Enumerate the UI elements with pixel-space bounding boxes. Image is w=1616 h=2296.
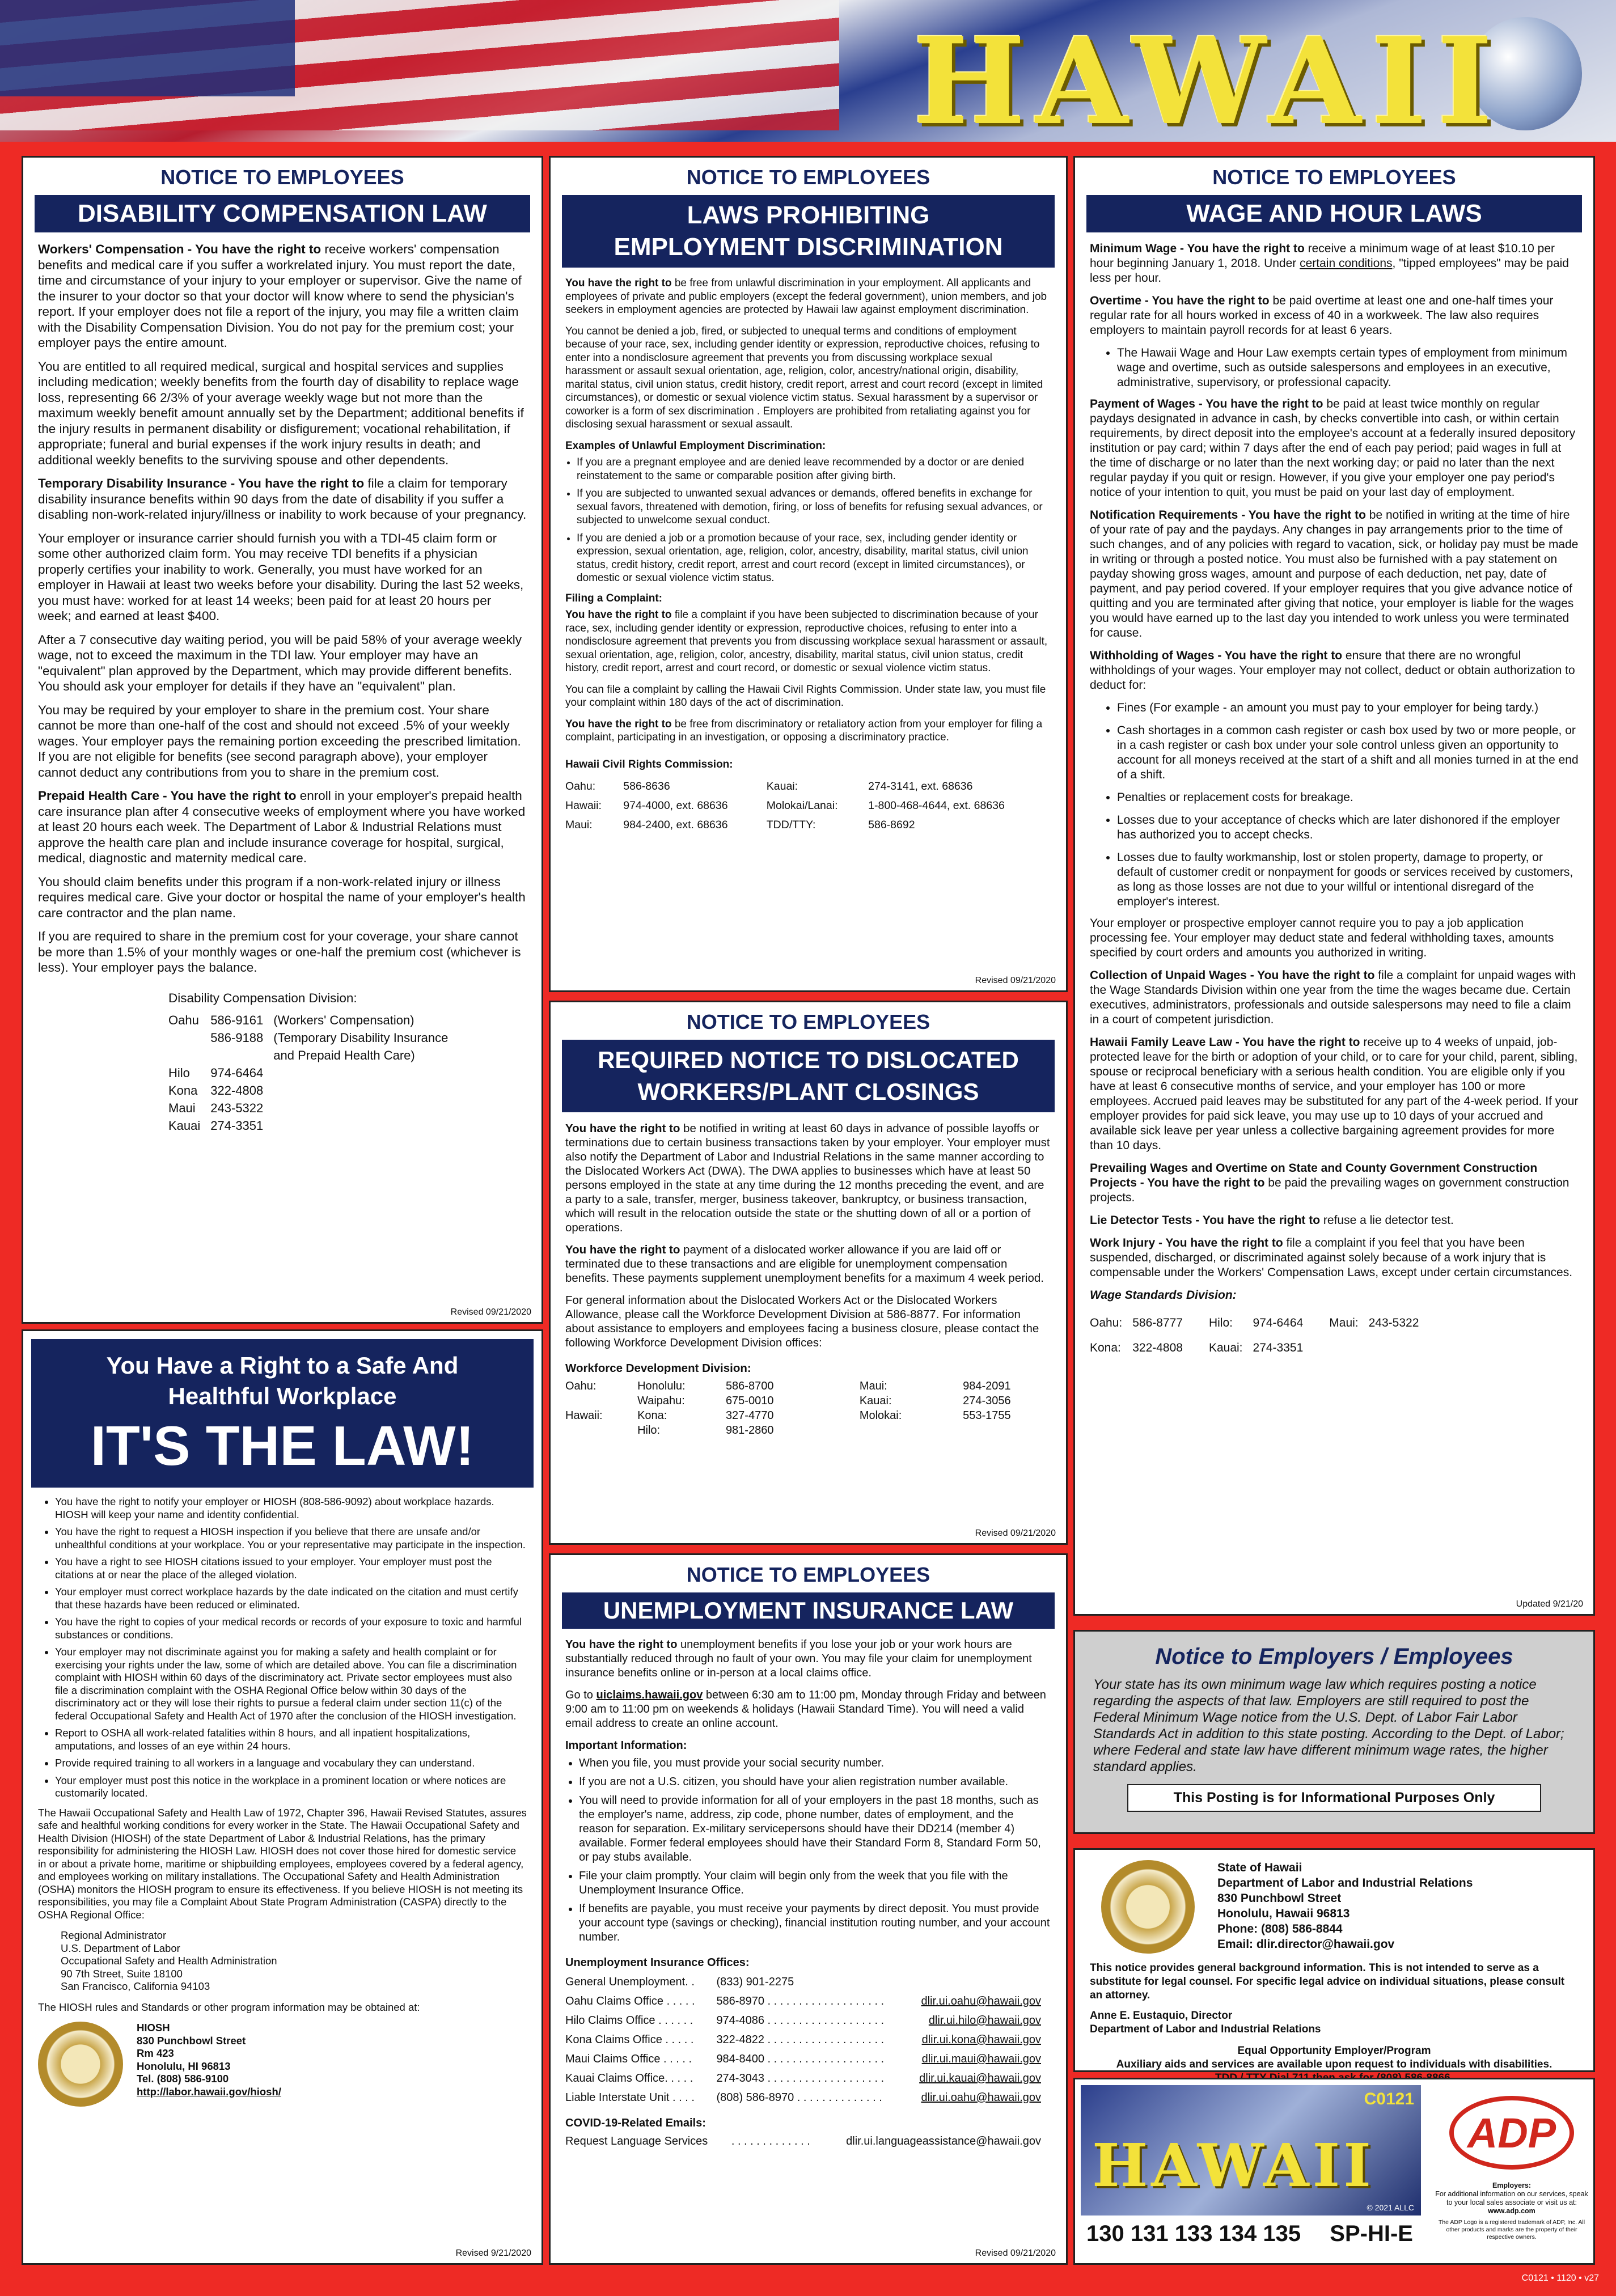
lead-text: You have the right to (565, 277, 672, 289)
office-name: TDD/TTY: (766, 819, 816, 831)
contact-line: Tel. (808) 586-9100 (137, 2073, 229, 2085)
subheading: Filing a Complaint: (565, 592, 662, 604)
notice-employers-box (1073, 1630, 1595, 1834)
office-phone: 586-8636 (623, 780, 670, 793)
title-line: EMPLOYMENT DISCRIMINATION (614, 233, 1003, 261)
office-name: Kona Claims Office . . . . . (565, 2034, 694, 2046)
exemption-item: • The Hawaii Wage and Hour Law exempts certain types of employment from minimum wage and overtime, such as outside salespersons and employees in an executive, administrative, supervisory, or professional capacity. (1117, 346, 1579, 390)
lead-text: You have the right to (565, 609, 672, 621)
title-line: REQUIRED NOTICE TO DISLOCATED (598, 1047, 1019, 1073)
lead-text: Collection of Unpaid Wages - You have the right to (1090, 969, 1375, 982)
lead-text: Minimum Wage - You have the right to (1090, 242, 1305, 255)
office-phone: 243-5322 (1368, 1316, 1419, 1329)
conditions-link[interactable]: certain conditions (1300, 257, 1393, 270)
section-title (562, 1040, 1055, 1112)
office-name: Molokai: (859, 1409, 902, 1422)
paragraph: be free from unlawful discrimination in your employment. All applicants and employees of private and public employers (except the federal government), union members, and job seekers in employment agencies are protected by Hawaii law against employment discrimination. (565, 277, 1047, 316)
contact-line: Department of Labor and Industrial Relations (1217, 1876, 1473, 1890)
division-title: Workforce Development Division: (565, 1362, 751, 1375)
office-name: Oahu Claims Office . . . . . (565, 1995, 695, 2007)
trademark-note: The ADP Logo is a registered trademark of ADP, Inc. All other products and marks are the property of their respective owners. (1438, 2219, 1585, 2240)
revised-date: Revised 09/21/2020 (450, 1307, 531, 1317)
section-title: DISABILITY COMPENSATION LAW (35, 195, 530, 232)
office-phone: 553-1755 (963, 1409, 1011, 1422)
right-item: • You have the right to copies of your medical records or records of your exposure to toxic and harmful substances or conditions. (55, 1616, 527, 1641)
title-line: LAWS PROHIBITING (687, 201, 930, 229)
department-name: Department of Labor and Industrial Relations (1090, 2023, 1321, 2035)
office-name: Waipahu: (637, 1395, 685, 1407)
flag-canton (0, 0, 295, 96)
subheading: COVID-19-Related Emails: (565, 2117, 706, 2129)
office-phone: 984-2091 (963, 1380, 1011, 1392)
office-name (814, 1423, 963, 1438)
office-name: Kauai Claims Office. . . . . (565, 2072, 693, 2085)
right-item: • Your employer must correct workplace hazards by the date indicated on the citation and must certify that these hazards have been reduced or eliminated. (55, 1586, 527, 1611)
office-name: Hilo: (637, 1424, 661, 1437)
paragraph: file a claim for temporary disability insurance benefits within 90 days from the date of disability if you suffer a disabling non-work-related injury/illness or inability to work because of your pregnancy. (38, 476, 527, 522)
division-title: Wage Standards Division: (1090, 1289, 1237, 1302)
paragraph: You should claim benefits under this program if a non-work-related injury or illness requires medical care. Give your doctor or hospital the name of your employer's health care contractor and the plan name. (38, 874, 526, 920)
withholding-item: • Losses due to your acceptance of checks which are later dishonored if the employer has authorized you to accept checks. (1117, 813, 1579, 842)
eeo-line: Equal Opportunity Employer/Program (1237, 2045, 1431, 2057)
dot-leader: . . . . . . . . . . . . . (731, 2135, 810, 2147)
paragraph: , "tipped employees" may be paid less per hour. (1090, 257, 1569, 285)
office-name: Oahu (168, 1013, 199, 1027)
office-name: Liable Interstate Unit . . . . (565, 2091, 695, 2104)
lead-text: Temporary Disability Insurance - You have the right to (38, 476, 365, 490)
office-email[interactable]: dlir.ui.kona@hawaii.gov (921, 2034, 1041, 2046)
office-phone: 322-4808 (210, 1083, 264, 1098)
contact-line: Rm 423 (137, 2047, 174, 2059)
address-line: San Francisco, California 94103 (61, 1980, 210, 1992)
office-phone: 984-2400, ext. 68636 (623, 819, 728, 831)
lead-text: Workers' Compensation - You have the right to (38, 242, 321, 256)
contact-line: 830 Punchbowl Street (137, 2034, 246, 2047)
paragraph: Your employer or insurance carrier should furnish you with a TDI-45 claim form or some other authorized claim form. You may receive TDI benefits if a physician properly certifies your inability to work. Generally, you must have worked for an employer in Hawaii at least two weeks before your disability. During the last 52 weeks, you must have: worked for at least 14 weeks; been paid for at least 20 hours per week; and earned at least $400. (38, 531, 524, 623)
office-name: Oahu: (1090, 1316, 1123, 1329)
lead-text: Overtime - You have the right to (1090, 294, 1270, 307)
office-phone: 586-9161 (210, 1013, 264, 1027)
footer-numbers (1086, 2221, 1413, 2247)
island-name (565, 1423, 637, 1438)
hiosh-slogan: IT'S THE LAW! (90, 1414, 475, 1477)
state-title: HAWAII (913, 11, 1503, 151)
right-item: • You have a right to see HIOSH citations issued to your employer. Your employer must post the citations at or near the place of the alleged violation. (55, 1556, 527, 1581)
office-phone (963, 1423, 1051, 1438)
office-name: Maui: (1329, 1316, 1359, 1329)
service-email[interactable]: dlir.ui.languageassistance@hawaii.gov (846, 2135, 1041, 2147)
paragraph: be free from discriminatory or retaliatory action from your employer for filing a complaint, participating in an investigation, or opposing a discriminatory practice. (565, 718, 1043, 743)
division-title: Disability Compensation Division: (168, 990, 357, 1005)
paragraph: be paid the prevailing wages on government construction projects. (1090, 1176, 1570, 1204)
office-name: Maui Claims Office . . . . . (565, 2053, 692, 2065)
employment-discrimination-notice (549, 156, 1068, 992)
notice-heading: NOTICE TO EMPLOYEES (686, 1563, 930, 1586)
footer-state-title: HAWAII (1092, 2130, 1374, 2200)
poster-code: C0121 (1364, 2090, 1414, 2108)
info-item: • You will need to provide information for all of your employers in the past 18 months, such as the employer's name, address, zip code, phone number, dates of employment, and the reason for separation. Ex-military servicepersons should have their DD214 (member 4) available. Former federal employees should have their Standard Form 8, Standard Form 50, or pay stubs available. (579, 1794, 1051, 1865)
notice-heading: NOTICE TO EMPLOYEES (1212, 166, 1456, 189)
office-note (273, 1082, 477, 1099)
right-item: • You have the right to notify your employer or HIOSH (808-586-9092) about workplace hazards. HIOSH will keep your name and identity confidential. (55, 1496, 527, 1521)
commission-title: Hawaii Civil Rights Commission: (565, 758, 733, 770)
right-item: • Your employer may not discriminate against you for making a safety and health complaint or for exercising your rights under the law, some of which are detailed above. You can file a discrimination complaint with HIOSH within 60 days of the discriminatory act. Private sector employees must also file a discrimination complaint with the OSHA Regional Office below within 30 days of the discriminatory act or they will lose their rights to pursue a federal claim under section 11(c) of the federal Occupational Safety and Health Act of 1970 after the conclusion of the HIOSH investigation. (55, 1646, 527, 1722)
osha-address (61, 1929, 527, 1993)
state-contact (1217, 1860, 1473, 1954)
office-phone: 586-8700 (725, 1380, 774, 1392)
office-note (273, 1064, 477, 1082)
lead-text: Prepaid Health Care - You have the right to (38, 789, 297, 803)
lead-text: You have the right to (565, 1122, 680, 1135)
employers-label: Employers: (1492, 2181, 1532, 2189)
poster-sku: SP-HI-E (1330, 2221, 1413, 2246)
office-name: Maui: (859, 1380, 887, 1392)
office-name: Hilo (168, 1066, 190, 1080)
office-name: General Unemployment. . (565, 1976, 695, 1988)
lead-text: You have the right to (565, 1243, 680, 1256)
office-name: Kauai (168, 1119, 201, 1133)
office-name: Molokai/Lanai: (766, 799, 838, 812)
office-phone: 974-6464 (210, 1066, 264, 1080)
lead-text: You have the right to (565, 718, 672, 730)
footer-banner (1081, 2085, 1421, 2215)
address-line: Occupational Safety and Health Administration (61, 1955, 277, 1967)
office-phone (1369, 1336, 1429, 1361)
address-line: Regional Administrator (61, 1929, 167, 1941)
service-name: Request Language Services (565, 2135, 708, 2147)
office-phone: 586-8692 (868, 819, 915, 831)
section-title (562, 195, 1055, 268)
paragraph: refuse a lie detector test. (1320, 1214, 1454, 1227)
hiosh-title: You Have a Right to a Safe And Healthful Workplace (106, 1352, 459, 1409)
info-item: • When you file, you must provide your social security number. (579, 1756, 1051, 1770)
office-phone: 274-3351 (1253, 1341, 1304, 1354)
paragraph: receive workers' compensation benefits and medical care if you suffer a workrelated injury. You must report the date, time and circumstance of your injury to your employer or supervisor. Give the name of the insurer to your doctor so that your doctor will know where to send the physician's report. If your employer does not file a report of the injury, you may file a written claim with the Disability Compensation Division. You do not pay for the premium cost; your employer pays the entire amount. (38, 242, 522, 350)
office-name: Kauai: (859, 1395, 892, 1407)
lead-text: Lie Detector Tests - You have the right to (1090, 1214, 1321, 1227)
info-item: • File your claim promptly. Your claim will begin only from the week that you file with the Unemployment Insurance Office. (579, 1869, 1051, 1897)
contact-line: Honolulu, HI 96813 (137, 2060, 231, 2072)
office-note (273, 1117, 477, 1134)
director-name: Anne E. Eustaquio, Director (1090, 2010, 1233, 2022)
paragraph: Your employer or prospective employer cannot require you to pay a job application processing fee. Your employer may deduct state and federal withholding taxes, amounts specified by court orders and amounts you authorized in writing. (1090, 917, 1554, 959)
office-name: Maui (168, 1101, 196, 1115)
office-phone: 322-4822 . . . . . . . . . . . . . . . . . . . (716, 2034, 885, 2046)
paragraph: After a 7 consecutive day waiting period, you will be paid 58% of your average weekly wage, not to exceed the maximum in the TDI law. Your employer may have an "equivalent" plan approved by the Department, which may provide different benefits. You should ask your employer for details if they have an "equivalent" plan. (38, 632, 522, 693)
info-item: • If benefits are payable, you must receive your payments by direct deposit. You must provide your account type (savings or checking), financial institution routing number, and your account number. (579, 1902, 1051, 1945)
notice-heading: NOTICE TO EMPLOYEES (686, 1010, 930, 1033)
paragraph: If you are required to share in the premium cost for your coverage, your share cannot be more than 1.5% of your monthly wages or one-half the premium cost (whichever is less). Your employer pays the balance. (38, 929, 521, 975)
office-phone: 586-8777 (1132, 1316, 1183, 1329)
paragraph: Go to (565, 1689, 597, 1701)
island-name (565, 1393, 637, 1408)
unemployment-insurance-notice (549, 1553, 1068, 2265)
paragraph: unemployment benefits if you lose your job or your work hours are substantially reduced through no fault of your own. You may file your claim for unemployment insurance benefits online or in-person at a local claims office. (565, 1638, 1032, 1679)
office-phone: 274-3056 (963, 1395, 1011, 1407)
division-contacts (168, 990, 527, 1135)
office-name: Hilo Claims Office . . . . . . (565, 2014, 693, 2027)
office-email[interactable]: dlir.ui.oahu@hawaii.gov (921, 2091, 1041, 2104)
poster-numbers: 130 131 133 134 135 (1086, 2221, 1301, 2246)
revised-date: Revised 09/21/2020 (975, 2248, 1056, 2258)
paragraph: receive up to 4 weeks of unpaid, job-protected leave for the birth or adoption of your child, or to care for your child, parent, sibling, spouse or reciprocal beneficiary with a serious health condition. You are eligible only if you have at least 6 consecutive months of service, and your employer has 100 or more employees. Accrued paid leaves may be substituted for any part of the 4-week period. If your employer provides for paid sick leave, you may use up to 10 days of your accrued and available sick leave per year unless a collective bargaining agreement provides for more than 10 days. (1090, 1036, 1579, 1152)
office-name: Hawaii: (565, 799, 602, 812)
subheading: Unemployment Insurance Offices: (565, 1956, 750, 1969)
office-name: Kauai: (1208, 1341, 1243, 1354)
paragraph: be notified in writing at the time of hire of your rate of pay and the paydays. Any changes in pay arrangements prior to the time of such changes, and of any policies with regard to vacation, sick, or holiday pay must be made in writing or through a posted notice. You must also be furnished with a pay statement on payday showing gross wages, amount and purpose of each deduction, net pay, date of payment, and pay period covered. If your employer requires that you give advance notice of quitting and you are terminated after giving that notice, your employer is liable for the wages you would have earned up to the last day you intended to work unless you were terminated for cause. (1090, 509, 1579, 639)
state-seal-icon (38, 2022, 123, 2107)
withholding-item: • Losses due to faulty workmanship, lost or stolen property, damage to property, or default of customer credit or nonpayment for goods or services received by customers, as long as those losses are not due to your willful or intentional disregard of the employer's interest. (1117, 850, 1579, 909)
office-name: Kona (168, 1083, 198, 1098)
office-email[interactable]: dlir.ui.hilo@hawaii.gov (928, 2014, 1041, 2027)
office-phone: 1-800-468-4644, ext. 68636 (868, 799, 1005, 812)
lead-text: Withholding of Wages - You have the right to (1090, 649, 1343, 662)
example-item: • If you are denied a job or a promotion because of your race, sex, including gender identity or expression, sexual orientation, age, religion, color, ancestry, disability, marital status, civil union status, credit history, credit report, arrest and court record (except in limited circumstances), or domestic or sexual violence victim status. (577, 532, 1051, 585)
contact-line: Phone: (808) 586-8844 (1217, 1922, 1343, 1935)
eeo-line: Auxiliary aids and services are available upon request to individuals with disabilities. (1116, 2058, 1552, 2070)
office-phone: 274-3351 (210, 1119, 264, 1133)
paragraph: ensure that there are no wrongful withholdings of your wages. Your employer may not collect, deduct or obtain authorization to deduct for: (1090, 649, 1575, 692)
office-phone: 586-8970 . . . . . . . . . . . . . . . . . . . (716, 1995, 885, 2007)
wage-hour-notice (1073, 156, 1595, 1616)
title-line: WORKERS/PLANT CLOSINGS (637, 1078, 979, 1105)
paragraph: For general information about the Dislocated Workers Act or the Dislocated Workers Allowance, please call the Workforce Development Division at 586-8877. For information about assistance to employers and employees facing a business closure, please contact the following Workforce Development Division offices: (565, 1294, 1039, 1349)
paragraph: The Hawaii Occupational Safety and Health Law of 1972, Chapter 396, Hawaii Revised Statutes, assures safe and healthful working conditions for every worker in the State. The Hawaii Occupational Safety and Health Division (HIOSH) of the state Department of Labor & Industrial Relations, has the primary responsibility for administering the HIOSH Law. HIOSH does not cover those hired for domestic service in or about a private home, maritime or shipbuilding employees, employees covered by a federal agency, and employees working on military installations. The Occupational Safety and Health Administration (OSHA) monitors the HIOSH program to ensure its effectiveness. If you believe HIOSH is not meeting its responsibilities, you may file a Complaint About State Program Administration (CASPA) directly to the OSHA Regional Office: (38, 1806, 527, 1921)
contact-line: HIOSH (137, 2022, 170, 2034)
paragraph: The HIOSH rules and Standards or other program information may be obtained at: (38, 2001, 420, 2013)
office-phone: 274-3141, ext. 68636 (868, 780, 973, 793)
updated-date: Updated 9/21/20 (1516, 1599, 1583, 1609)
office-email[interactable]: dlir.ui.maui@hawaii.gov (921, 2053, 1041, 2065)
office-phone: 974-6464 (1253, 1316, 1304, 1329)
contact-line: Honolulu, Hawaii 96813 (1217, 1907, 1350, 1920)
hiosh-link[interactable]: http://labor.hawaii.gov/hiosh/ (137, 2085, 281, 2098)
right-item: • Provide required training to all workers in a language and vocabulary they can understand. (55, 1757, 527, 1770)
lead-text: Hawaii Family Leave Law - You have the right to (1090, 1036, 1360, 1049)
office-name: Kauai: (766, 780, 798, 793)
withholding-item: • Fines (For example - an amount you must pay to your employer for being tardy.) (1117, 701, 1579, 715)
lead-text: Payment of Wages - You have the right to (1090, 397, 1323, 410)
footer-box (1073, 2078, 1595, 2265)
example-item: • If you are a pregnant employee and are denied leave recommended by a doctor or are denied reinstatement to the same or comparable position after giving birth. (577, 456, 1051, 482)
notice-title: Notice to Employers / Employees (1155, 1644, 1513, 1669)
island-name: Oahu: (565, 1380, 597, 1392)
revised-date: Revised 09/21/2020 (975, 1528, 1056, 1538)
paragraph: file a complaint for unpaid wages with the Wage Standards Division within one year from the time the wages became due. Certain executives, administrators, professionals and outside salespersons may need to file a claim in a court of competent jurisdiction. (1090, 969, 1576, 1026)
paragraph: You may be required by your employer to share in the premium cost. Your share cannot be more than one-half of the cost and should not exceed .5% of your weekly wages. Your employer pays the remaining portion exceeding the prescribed limitation. If you are not eligible for benefits (see second paragraph above), your employer cannot deduct any contributions from you to share in the premium cost. (38, 702, 521, 780)
notice-text: Your state has its own minimum wage law which requires posting a notice regarding the aspects of that law. Employers are still required to post the Federal Minimum Wage notice from the U.S. Dept. of Labor Fair Labor Standards Act in addition to this state posting. According to the Dept. of Labor; where Federal and state law have different minimum wage rates, the higher standard applies. (1093, 1677, 1564, 1774)
notice-heading: NOTICE TO EMPLOYEES (686, 166, 930, 189)
lead-text: Notification Requirements - You have the right to (1090, 509, 1366, 522)
contact-line: State of Hawaii (1217, 1861, 1302, 1874)
paragraph: enroll in your employer's prepaid health care insurance plan after 4 consecutive weeks of employment where you have worked at least 20 hours each week. The Department of Labor & Industrial Relations must approve the health care plan and include insurance coverage for hospital, surgical, medical, diagnostic and maternity medical care. (38, 789, 526, 865)
office-name (1329, 1336, 1368, 1361)
office-note: (Temporary Disability Insurance and Prepaid Health Care) (273, 1031, 449, 1062)
paragraph: receive a minimum wage of at least $10.10 per hour beginning January 1, 2018. Under (1090, 242, 1555, 270)
paragraph: payment of a dislocated worker allowance if you are laid off or terminated due to these transactions and are eligible for unemployment compensation benefits. These payments supplement unemployment benefits for a maximum 4 week period. (565, 1243, 1044, 1285)
office-phone: (833) 901-2275 (716, 1976, 794, 1988)
office-email[interactable]: dlir.ui.kauai@hawaii.gov (919, 2072, 1041, 2085)
office-note (273, 1099, 477, 1117)
disability-compensation-notice (22, 156, 543, 1324)
office-name: Honolulu: (637, 1380, 686, 1392)
address-line: U.S. Department of Labor (61, 1942, 180, 1954)
paragraph: file a complaint if you have been subjected to discrimination because of your race, sex, including gender identity or expression, reproductive choices, refusing to enter into a nondisclosure agreement that prevents you from discussing workplace sexual harassment or assault, sexual orientation, age, religion, color, ancestry, disability, marital status, civil union status, credit history, credit report, arrest and court record, or domestic or sexual violence victim status. (565, 609, 1048, 674)
hiosh-notice (22, 1329, 543, 2265)
office-email[interactable] (908, 1972, 1051, 1992)
lead-text: Work Injury - You have the right to (1090, 1236, 1283, 1249)
office-phone: 675-0010 (725, 1395, 774, 1407)
adp-logo-icon (1444, 2087, 1580, 2178)
info-item: • If you are not a U.S. citizen, you should have your alien registration number available. (579, 1775, 1051, 1789)
office-phone: 586-9188 (210, 1031, 264, 1045)
office-phone: 243-5322 (210, 1101, 264, 1115)
state-seal-icon (1101, 1860, 1195, 1954)
lead-text: You have the right to (565, 1638, 678, 1651)
office-note: (Workers' Compensation) (273, 1013, 414, 1027)
office-name: Oahu: (565, 780, 596, 793)
paragraph: be paid overtime at least one and one-half times your regular rate for all hours worked in excess of 40 in a workweek. The law also requires employers to maintain payroll records for at least 6 years. (1090, 294, 1554, 337)
office-phone: 974-4086 . . . . . . . . . . . . . . . . . . . (716, 2014, 885, 2027)
right-item: • Report to OSHA all work-related fatalities within 8 hours, and all inpatient hospitalizations, amputations, and losses of an eye within 24 hours. (55, 1727, 527, 1752)
uiclaims-link[interactable]: uiclaims.hawaii.gov (596, 1689, 703, 1701)
section-title: WAGE AND HOUR LAWS (1086, 195, 1582, 232)
employers-text: For additional information on our services, speak to your local sales associate or visit us at: (1435, 2190, 1588, 2206)
section-title: UNEMPLOYMENT INSURANCE LAW (562, 1592, 1055, 1629)
right-item: • You have the right to request a HIOSH inspection if you believe that there are unsafe and/or unhealthful conditions at your workplace. You or your representative may participate in the inspection. (55, 1526, 527, 1551)
contact-line: 830 Punchbowl Street (1217, 1892, 1342, 1905)
paragraph: You can file a complaint by calling the Hawaii Civil Rights Commission. Under state law, you must file your complaint within 180 days of the act of discrimination. (565, 683, 1046, 709)
informational-purposes-label: This Posting is for Informational Purposes Only (1127, 1784, 1541, 1812)
contact-email[interactable]: Email: dlir.director@hawaii.gov (1217, 1938, 1395, 1951)
office-name: Maui: (565, 819, 593, 831)
office-name: Kona: (1090, 1341, 1121, 1354)
address-line: 90 7th Street, Suite 18100 (61, 1967, 183, 1980)
paragraph: between 6:30 am to 11:00 pm, Monday through Friday and between 9:00 am to 11:00 pm on weekends & holidays (Hawaii Standard Time). You will need a valid email address to create an online account. (565, 1689, 1046, 1730)
office-phone: 327-4770 (725, 1409, 774, 1422)
example-item: • If you are subjected to unwanted sexual advances or demands, offered benefits in exchange for sexual favors, threatened with demotion, firing, or loss of benefits for refusing sexual advances, or subjected to unwelcome sexual conduct. (577, 487, 1051, 527)
notice-heading: NOTICE TO EMPLOYEES (160, 166, 404, 189)
hiosh-banner (31, 1339, 534, 1488)
paragraph: You are entitled to all required medical, surgical and hospital services and supplies including medication; weekly benefits from the fourth day of disability to replace wage loss, representing 66 2/3% of your average weekly wage but not more than the maximum weekly benefit amount annually set by the Department; additional benefits if the injury results in permanent disability or disfigurement; vocational rehabilitation, if appropriate; funeral and burial expenses if the work injury results in death; and additional weekly benefits to the surviving spouse and other dependents. (38, 359, 524, 467)
office-phone: (808) 586-8970 . . . . . . . . . . . . . . (716, 2091, 882, 2104)
office-email[interactable]: dlir.ui.oahu@hawaii.gov (921, 1995, 1041, 2007)
right-item: • Your employer must post this notice in the workplace in a prominent location or where notices are customarily located. (55, 1774, 527, 1800)
adp-logo-text: ADP (1467, 2109, 1556, 2157)
office-phone: 274-3043 . . . . . . . . . . . . . . . . . . . (716, 2072, 885, 2085)
subheading: Important Information: (565, 1739, 687, 1752)
dislocated-workers-notice (549, 1001, 1068, 1545)
office-phone: 981-2860 (725, 1424, 774, 1437)
disclaimer: This notice provides general background information. This is not intended to serve as a substitute for legal counsel. For specific legal advice on individual situations, please consult an attorney. (1090, 1962, 1565, 2001)
adp-url[interactable]: www.adp.com (1488, 2207, 1535, 2215)
paragraph: You cannot be denied a job, fired, or subjected to unequal terms and conditions of employment because of your race, sex, including gender identity or expression, reproductive choices, refusing to enter into a nondisclosure agreement that prevents you from discussing workplace sexual harassment or assault sexual orientation, age, religion, color, ancestry/national origin, disability, marital status, civil union status, credit history, credit report, arrest and court record (except in limited circumstances), or domestic or sexual violence victim status. Sexual harassment by a supervisor or coworker is a form of sex discrimination . Employers are prohibited from retaliating against you for disclosing sexual harassment or sexual assault. (565, 325, 1043, 430)
office-phone: 322-4808 (1132, 1341, 1183, 1354)
subheading: Examples of Unlawful Employment Discrimination: (565, 439, 826, 452)
withholding-item: • Penalties or replacement costs for breakage. (1117, 790, 1579, 805)
copyright: © 2021 ALLC (1367, 2203, 1414, 2212)
island-name: Hawaii: (565, 1409, 603, 1422)
office-name (168, 1029, 210, 1064)
office-name: Hilo: (1208, 1316, 1233, 1329)
bottom-code: C0121 • 1120 • v27 (1521, 2273, 1599, 2283)
office-phone: 974-4000, ext. 68636 (623, 799, 728, 812)
hiosh-contact (137, 2022, 281, 2098)
paragraph: be notified in writing at least 60 days in advance of possible layoffs or terminations due to certain business transactions taken by your employer. Your employer must also notify the Department of Labor and Industrial Relations in the same manner according to the Dislocated Workers Act (DWA). The DWA applies to businesses which have at least 50 persons employed in the state at any time during the 12 months preceding the event, and are a party to a sale, transfer, merger, business takeover, bankruptcy, or business transaction, which will result in the relocation outside the state or the shutting down of all or a portion of operations. (565, 1122, 1050, 1234)
withholding-item: • Cash shortages in a common cash register or cash box used by two or more people, or in a cash register or cash box under your sole control unless given an opportunity to account for all moneys received at the start of a shift and all monies turned in at the end of a shift. (1117, 723, 1579, 782)
office-name: Kona: (637, 1409, 667, 1422)
office-phone: 984-8400 . . . . . . . . . . . . . . . . . . . (716, 2053, 885, 2065)
header-banner (0, 0, 1616, 151)
revised-date: Revised 9/21/2020 (455, 2248, 531, 2258)
state-contact-box (1073, 1848, 1595, 2072)
paragraph: file a complaint if you feel that you have been suspended, discharged, or discriminated against solely because of a work injury that is compensable under the Workers' Compensation Laws, except under certain circumstances. (1090, 1236, 1573, 1279)
paragraph: be paid at least twice monthly on regular paydays designated in advance in cash, by checks convertible into cash, or within certain requirements, by direct deposit into the employee's account at a federally insured depository institution or pay card; within 7 days after the end of each pay period; paid wages in full at the time of discharge or no later than the next working day; or paid no later than the next regular payday if you quit or resign. However, if you give your employer one pay period's notice of your intention to quit, you must be paid on your last day of employment. (1090, 397, 1576, 499)
revised-date: Revised 09/21/2020 (975, 976, 1056, 985)
lead-text: Prevailing Wages and Overtime on State and County Government Construction Projects - You have the right to (1090, 1162, 1538, 1189)
